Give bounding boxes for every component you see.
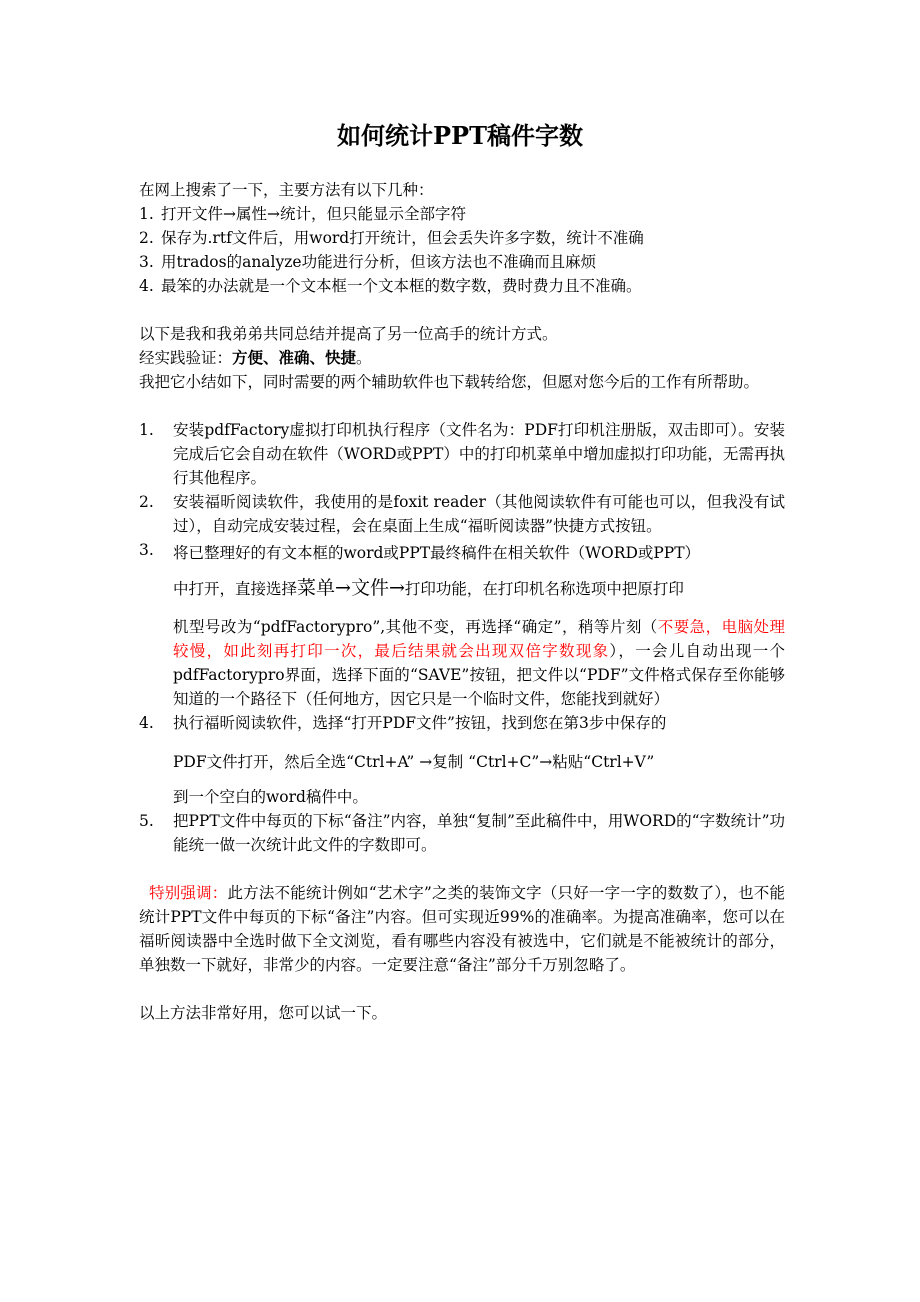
methods-list bbox=[139, 202, 785, 298]
document-title: 如何统计PPT稿件字数 bbox=[337, 121, 583, 150]
list-item bbox=[139, 274, 785, 298]
step-line: PDF文件打开，然后全选“Ctrl+A” →复制 “Ctrl+C”→粘贴“Ctrl+V” bbox=[173, 753, 655, 771]
verified-suffix: 。 bbox=[356, 349, 372, 367]
step-line bbox=[173, 568, 785, 609]
steps-list bbox=[139, 418, 785, 857]
note-paragraph: 我把它小结如下，同时需要的两个辅助软件也下载转给您，但愿对您今后的工作有所帮助。 bbox=[139, 373, 760, 391]
spacer bbox=[139, 857, 785, 881]
step-line: 将已整理好的有文本框的word或PPT最终稿件在相关软件（WORD或PPT） bbox=[173, 544, 701, 562]
emphasis-paragraph bbox=[139, 881, 785, 977]
list-number: 1. bbox=[139, 205, 154, 223]
step-line: 执行福昕阅读软件，选择“打开PDF文件”按钮，找到您在第3步中保存的 bbox=[173, 714, 667, 732]
step-number: 4. bbox=[139, 714, 154, 732]
step-text-model: 机型号改为“pdfFactorypro”,其他不变，再选择“确定”，稍等片刻（ bbox=[173, 618, 658, 636]
document-body bbox=[139, 178, 785, 1025]
step-text: 安装pdfFactory虚拟打印机执行程序（文件名为：PDF打印机注册版，双击即可）。安装完成后它会自动在软件（WORD或PPT）中的打印机菜单中增加虚拟打印功能，无需再执行其他程序。 bbox=[173, 421, 785, 487]
spacer bbox=[139, 394, 785, 418]
list-text: 打开文件→属性→统计，但只能显示全部字符 bbox=[161, 205, 466, 223]
step-item-2 bbox=[139, 490, 785, 538]
menu-word: 菜单 bbox=[297, 577, 336, 599]
step-paragraph bbox=[173, 615, 785, 711]
spacer bbox=[139, 977, 785, 1001]
verified-prefix: 经实践验证： bbox=[139, 349, 233, 367]
step-text-print: 打印功能，在打印机名称选项中把原打印 bbox=[404, 580, 684, 598]
verified-highlight: 方便、准确、快捷 bbox=[232, 348, 357, 367]
file-word: 文件 bbox=[350, 577, 389, 599]
list-text: 保存为.rtf文件后，用word打开统计，但会丢失许多字数，统计不准确 bbox=[161, 229, 644, 247]
emphasis-label: 特别强调： bbox=[149, 884, 228, 902]
step-item-3 bbox=[139, 538, 785, 711]
list-text: 最笨的办法就是一个文本框一个文本框的数字数，费时费力且不准确。 bbox=[161, 277, 642, 295]
summary-line: 以下是我和我弟弟共同总结并提高了另一位高手的统计方式。 bbox=[139, 325, 558, 343]
step-number: 2. bbox=[139, 493, 154, 511]
step-text: 把PPT文件中每页的下标“备注”内容，单独“复制”至此稿件中，用WORD的“字数统计”功能统一做一次统计此文件的字数即可。 bbox=[173, 812, 785, 854]
red-warning: 不要急，电脑处理较慢，如此刻再打印一次，最后结果就会出现双倍字数现象 bbox=[173, 618, 785, 660]
verified-line bbox=[139, 346, 785, 370]
list-number: 3. bbox=[139, 253, 154, 271]
step-item-1 bbox=[139, 418, 785, 490]
step-number: 3. bbox=[139, 541, 154, 559]
step-item-4 bbox=[139, 711, 785, 809]
step-text: 安装福昕阅读软件，我使用的是foxit reader（其他阅读软件有可能也可以，但我没有试过），自动完成安装过程，会在桌面上生成“福昕阅读器”快捷方式按钮。 bbox=[173, 493, 785, 535]
emphasis-text: 此方法不能统计例如“艺术字”之类的装饰文字（只好一字一字的数数了），也不能统计PPT文件中每页的下标“备注”内容。但可实现近99%的准确率。为提高准确率，您可以在福昕阅读器中全选时做下全文浏览，看有哪些内容没有被选中，它们就是不能被统计的部分，单独数一下就好，非常少的内容。一定要注意“备注”部分千万别忽略了。 bbox=[139, 884, 785, 974]
step-number: 5. bbox=[139, 812, 154, 830]
list-text: 用trados的analyze功能进行分析，但该方法也不准确而且麻烦 bbox=[161, 253, 597, 271]
arrow-icon: → bbox=[335, 577, 351, 599]
step-text-open: 中打开，直接选择 bbox=[173, 580, 298, 598]
step-number: 1. bbox=[139, 421, 154, 439]
step-text-rest: ），一会儿自动出现一个pdfFactorypro界面，选择下面的“SAVE”按钮，把文件以“PDF”文件格式保存至你能够知道的一个路径下（任何地方，因它只是一个临时文件，您能找到就好） bbox=[173, 642, 785, 708]
list-number: 2. bbox=[139, 229, 154, 247]
list-item bbox=[139, 250, 785, 274]
list-number: 4. bbox=[139, 277, 154, 295]
step-line: 到一个空白的word稿件中。 bbox=[173, 788, 368, 806]
list-item bbox=[139, 226, 785, 250]
spacer bbox=[139, 298, 785, 322]
intro-line: 在网上搜索了一下，主要方法有以下几种： bbox=[139, 181, 434, 199]
closing-line: 以上方法非常好用，您可以试一下。 bbox=[139, 1004, 388, 1022]
arrow-icon: → bbox=[388, 577, 405, 599]
list-item bbox=[139, 202, 785, 226]
step-item-5 bbox=[139, 809, 785, 857]
